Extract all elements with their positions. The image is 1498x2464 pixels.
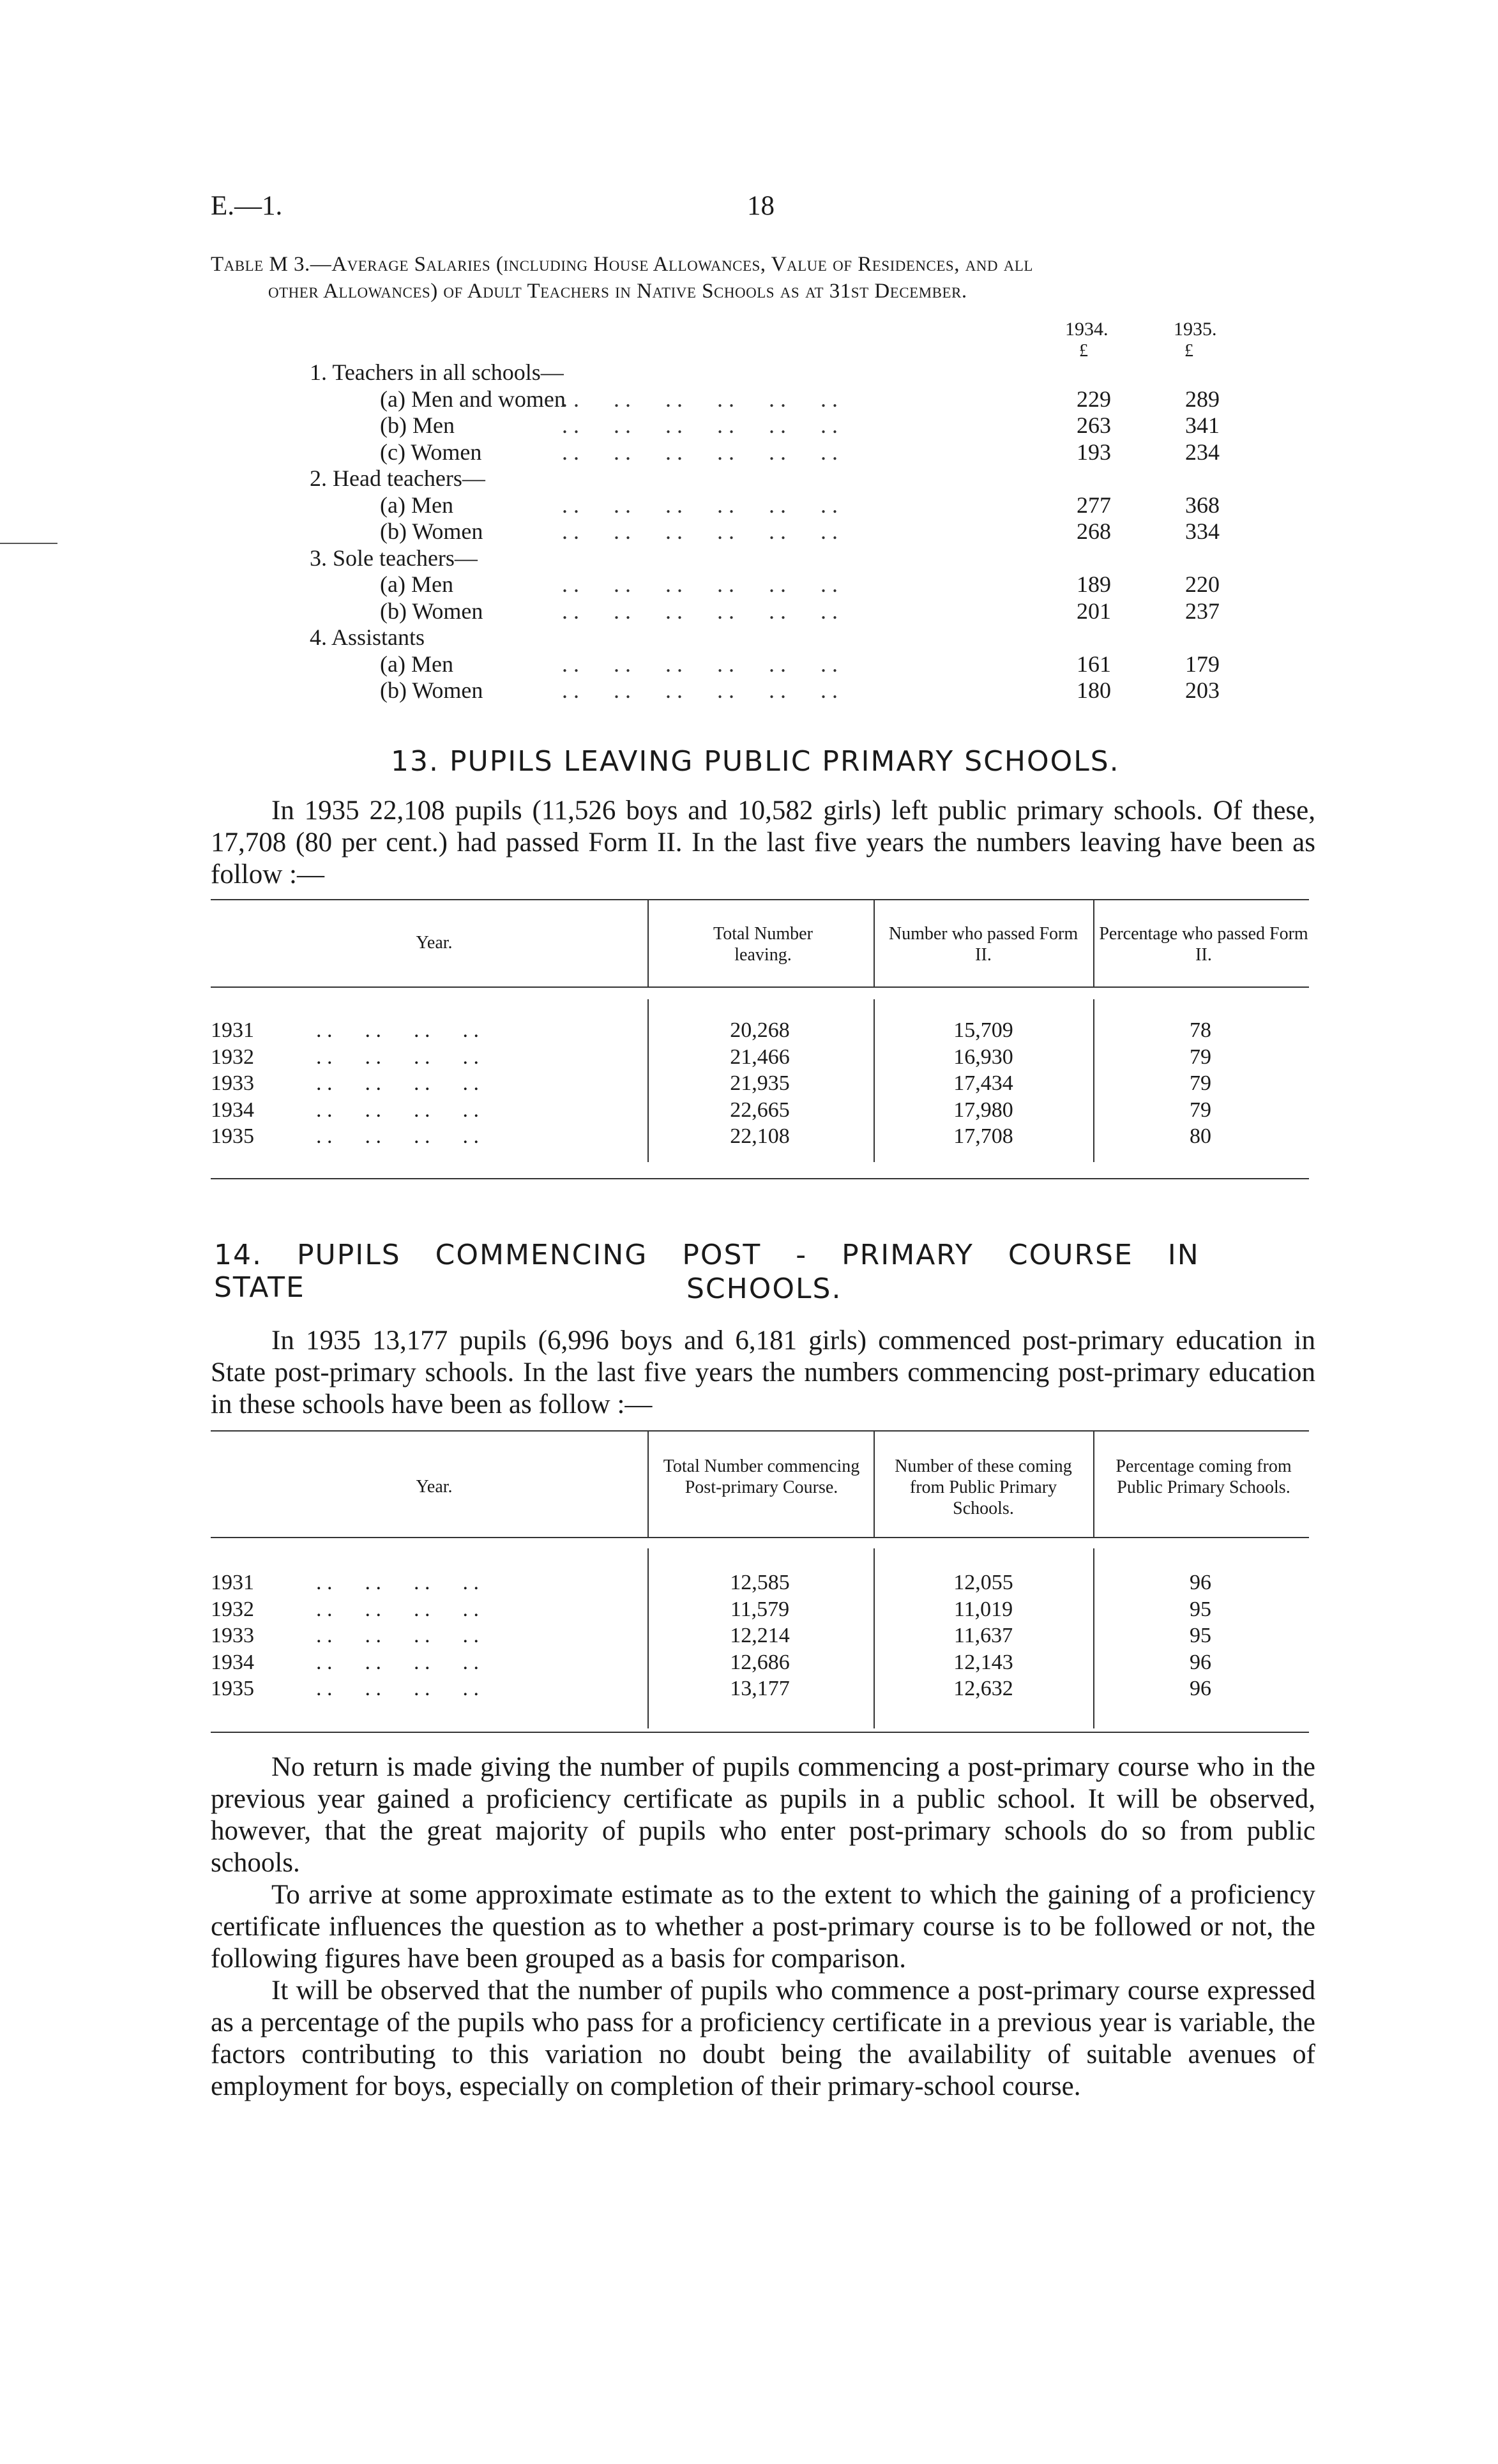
table-14-top-rule [211,1430,1309,1432]
document-code: E.—1. [211,191,283,221]
salary-row-label: (b) Women [380,518,483,544]
table-14-total: 12,686 [730,1650,790,1674]
salary-1935-value: 341 [1185,412,1220,438]
salary-1935-value: 289 [1185,386,1220,412]
table-13-divider [874,900,875,986]
leader-dots: . . . . . . . . . . . . [562,518,838,544]
table-13-passed: 17,708 [953,1124,1013,1148]
table-13-pct: 80 [1190,1124,1211,1148]
salary-group-label: 3. Sole teachers— [310,545,478,571]
table-14-pct: 96 [1190,1677,1211,1700]
table-14-divider [874,1548,875,1728]
leader-dots: . . . . . . . . [316,1677,479,1700]
table-14-col-year: Year. [416,1477,453,1497]
leader-dots: . . . . . . . . [316,1624,479,1647]
page-number: 18 [747,191,775,221]
table-13-total: 21,466 [730,1045,790,1069]
table-13-divider [647,999,649,1162]
table-14-pct: 96 [1190,1650,1211,1674]
salary-group-label: 2. Head teachers— [310,465,485,491]
section-13-heading: 13. PUPILS LEAVING PUBLIC PRIMARY SCHOOLS. [391,745,1120,778]
salary-1934-value: 201 [1077,598,1111,624]
leader-dots: . . . . . . . . [316,1650,479,1674]
salary-1935-value: 203 [1185,677,1220,703]
table-14-bottom-rule [211,1732,1309,1733]
table-14-total: 12,585 [730,1571,790,1594]
salary-1935-value: 368 [1185,492,1220,518]
table-14-year: 1931 [211,1571,254,1594]
table-13-passed: 15,709 [953,1018,1013,1042]
leader-dots: . . . . . . . . . . . . [562,571,838,597]
table-14-from_public: 12,055 [953,1571,1013,1594]
year-1934-header: 1934. [1065,319,1108,340]
table-14-pct: 95 [1190,1624,1211,1647]
table-14-year: 1935 [211,1677,254,1700]
table-14-year: 1934 [211,1650,254,1674]
closing-paragraph-1: No return is made giving the number of pupils commencing a post-primary course who in the previous year gained a proficiency certificate as pupils in a public school. It will be observed, however, that the great majority of pupils who enter post-primary schools do so from public schools. [211,1752,1315,1878]
leader-dots: . . . . . . . . [316,1045,479,1069]
salary-row-label: (b) Men [380,412,455,438]
salary-1934-value: 268 [1077,518,1111,544]
table-14-divider [647,1432,649,1537]
table-13-bottom-rule [211,1178,1309,1179]
table-14-divider [1093,1548,1094,1728]
salary-group-label: 4. Assistants [310,624,425,650]
salary-1934-value: 161 [1077,651,1111,677]
salary-group-label: 1. Teachers in all schools— [310,359,564,385]
table-14-from_public: 12,143 [953,1650,1013,1674]
salary-1934-value: 189 [1077,571,1111,597]
table-14-year: 1933 [211,1624,254,1647]
unit-1935: £ [1184,341,1193,361]
section-13-paragraph [211,795,1315,891]
table-14-year: 1932 [211,1597,254,1621]
salary-row-label: (a) Men [380,651,453,677]
table-13-passed: 17,434 [953,1071,1013,1095]
leader-dots: . . . . . . . . . . . . [562,492,838,518]
table-13-year: 1935 [211,1124,254,1148]
table-13-year: 1932 [211,1045,254,1069]
table-13-divider [1093,999,1094,1162]
table-13-col-pct: Percentage who passed Form II. [1099,924,1308,965]
table-13-divider [874,999,875,1162]
table-14-header-rule [211,1537,1309,1538]
leader-dots: . . . . . . . . [316,1071,479,1095]
table-14-divider [874,1432,875,1537]
year-1935-header: 1935. [1174,319,1217,340]
table-13-total: 20,268 [730,1018,790,1042]
table-13-col-passed: Number who passed Form II. [888,924,1078,965]
salary-1935-value: 234 [1185,439,1220,465]
leader-dots: . . . . . . . . . . . . [562,677,838,703]
section-13-paragraph-text: In 1935 22,108 pupils (11,526 boys and 10,582 girls) left public primary schools. Of these, 17,708 (80 per cent.) had passed Form II. In the last five years the numbers leaving have been as follow :— [211,796,1315,889]
table-14-total: 12,214 [730,1624,790,1647]
table-13-passed: 16,930 [953,1045,1013,1069]
salary-1934-value: 180 [1077,677,1111,703]
table-14-col-from-public: Number of these coming from Public Primary Schools. [895,1456,1072,1518]
section-14-heading-line2: SCHOOLS. [686,1273,842,1305]
table-14-pct: 96 [1190,1571,1211,1594]
table-13-total: 22,665 [730,1098,790,1122]
leader-dots: . . . . . . . . . . . . [562,651,838,677]
table-13-header-rule [211,986,1309,988]
table-m3-caption-line2: other Allowances) of Adult Teachers in Native Schools as at 31st December. [268,280,967,303]
leader-dots: . . . . . . . . [316,1597,479,1621]
salary-1935-value: 237 [1185,598,1220,624]
salary-row-label: (b) Women [380,598,483,624]
salary-1934-value: 193 [1077,439,1111,465]
salary-1934-value: 277 [1077,492,1111,518]
table-14-divider [1093,1432,1094,1537]
table-13-divider [647,900,649,986]
section-14-paragraph [211,1325,1315,1421]
salary-1934-value: 263 [1077,412,1111,438]
leader-dots: . . . . . . . . [316,1098,479,1122]
leader-dots: . . . . . . . . . . . . [562,439,838,465]
table-14-col-total: Total Number commencing Post-primary Course. [663,1456,860,1497]
table-14-from_public: 11,019 [953,1597,1013,1621]
table-14-from_public: 11,637 [953,1624,1013,1647]
closing-paragraphs [211,1751,1315,2103]
table-13-total: 22,108 [730,1124,790,1148]
leader-dots: . . . . . . . . . . . . [562,386,838,412]
section-14-heading-line1: 14. PUPILS COMMENCING POST - PRIMARY COURSE IN STATE [214,1239,1200,1304]
leader-dots: . . . . . . . . . . . . [562,412,838,438]
unit-1934: £ [1079,341,1088,361]
table-13-year: 1931 [211,1018,254,1042]
table-m3-caption [211,251,1328,305]
table-14-col-pct: Percentage coming from Public Primary Schools. [1116,1456,1292,1497]
salary-row-label: (c) Women [380,439,482,465]
salary-1935-value: 179 [1185,651,1220,677]
table-14-pct: 95 [1190,1597,1211,1621]
table-m3-caption-line1: Table M 3.—Average Salaries (including House Allowances, Value of Residences, and all [211,253,1033,276]
leader-dots: . . . . . . . . [316,1124,479,1148]
table-13-col-year: Year. [416,933,453,953]
table-13-year: 1933 [211,1071,254,1095]
closing-paragraph-2: To arrive at some approximate estimate as to the extent to which the gaining of a proficiency certificate influences the question as to whether a post-primary course is to be followed or not, the following figures have been grouped as a basis for comparison. [211,1880,1315,1974]
table-13-pct: 79 [1190,1045,1211,1069]
table-13-pct: 79 [1190,1071,1211,1095]
table-14-from_public: 12,632 [953,1677,1013,1700]
salary-1935-value: 334 [1185,518,1220,544]
salary-row-label: (a) Men and women [380,386,566,412]
closing-paragraph-3: It will be observed that the number of pupils who commence a post-primary course expressed as a percentage of the pupils who pass for a proficiency certificate in a previous year is variable, the factors contributing to this variation no doubt being the availability of suitable avenues of employment for boys, especially on completion of their primary-school course. [211,1976,1315,2101]
table-14-total: 13,177 [730,1677,790,1700]
table-13-divider [1093,900,1094,986]
table-13-passed: 17,980 [953,1098,1013,1122]
salaries-table [0,316,1498,703]
table-13-pct: 78 [1190,1018,1211,1042]
leader-dots: . . . . . . . . . . . . [562,598,838,624]
leader-dots: . . . . . . . . [316,1018,479,1042]
salary-1934-value: 229 [1077,386,1111,412]
table-13-col-total: Total Number leaving. [713,924,813,965]
leader-dots: . . . . . . . . [316,1571,479,1594]
table-13-top-rule [211,899,1309,900]
table-13-total: 21,935 [730,1071,790,1095]
section-14-paragraph-text: In 1935 13,177 pupils (6,996 boys and 6,181 girls) commenced post-primary education in State post-primary schools. In the last five years the numbers commencing post-primary education in these schools have been as follow :— [211,1326,1315,1419]
salary-1935-value: 220 [1185,571,1220,597]
salary-row-label: (a) Men [380,492,453,518]
salary-row-label: (a) Men [380,571,453,597]
table-13-year: 1934 [211,1098,254,1122]
salary-row-label: (b) Women [380,677,483,703]
table-13-pct: 79 [1190,1098,1211,1122]
table-14-divider [647,1548,649,1728]
table-14-total: 11,579 [730,1597,790,1621]
